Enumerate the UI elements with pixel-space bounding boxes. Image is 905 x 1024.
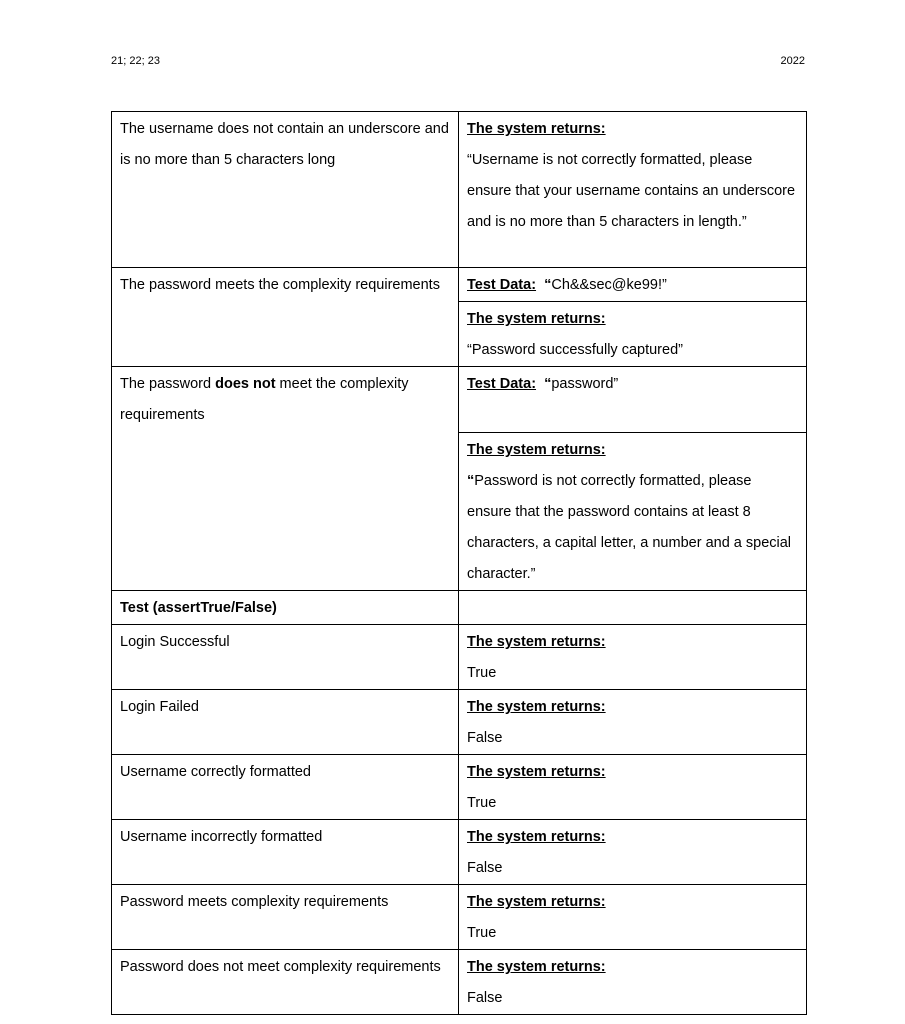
test-name: Password does not meet complexity requirements <box>120 959 441 975</box>
result-cell <box>459 690 807 755</box>
condition-text-post: meet the complexity requirements <box>120 376 409 423</box>
table-row <box>112 690 807 755</box>
section-title-cell <box>112 591 459 625</box>
system-returns-label: The system returns: <box>467 442 606 458</box>
table-row <box>112 950 807 1015</box>
system-returns-label: The system returns: <box>467 764 606 780</box>
result-text: Password is not correctly formatted, please ensure that the password contains at least 8 characters, a capital letter, a number and a special character.” <box>467 473 792 582</box>
test-name: Login Successful <box>120 634 230 650</box>
condition-text: The password meets the complexity requirements <box>120 277 440 293</box>
condition-cell <box>112 268 459 367</box>
test-data-open-quote: “ <box>544 277 552 293</box>
table-row <box>112 367 807 433</box>
system-returns-label: The system returns: <box>467 311 606 327</box>
header-left: 21; 22; 23 <box>111 55 160 67</box>
result-cell <box>459 820 807 885</box>
table-row <box>112 112 807 268</box>
result-value: False <box>467 860 503 876</box>
result-cell <box>459 302 807 367</box>
section-title: Test (assertTrue/False) <box>120 600 277 616</box>
result-cell <box>459 885 807 950</box>
system-returns-label: The system returns: <box>467 699 606 715</box>
result-text: “Username is not correctly formatted, please ensure that your username contains an underscore and is no more than 5 characters in length.” <box>467 152 796 230</box>
section-row <box>112 591 807 625</box>
result-cell <box>459 755 807 820</box>
table-row <box>112 268 807 302</box>
table-row <box>112 755 807 820</box>
condition-text: The username does not contain an underscore and is no more than 5 characters long <box>120 121 449 168</box>
test-name: Username incorrectly formatted <box>120 829 323 845</box>
result-value: True <box>467 665 497 681</box>
result-cell <box>459 433 807 591</box>
test-name: Username correctly formatted <box>120 764 311 780</box>
result-cell <box>459 950 807 1015</box>
test-data-cell <box>459 268 807 302</box>
system-returns-label: The system returns: <box>467 894 606 910</box>
empty-cell <box>459 591 807 625</box>
condition-text-pre: The password <box>120 376 216 392</box>
test-data-cell <box>459 367 807 433</box>
test-case-table <box>111 111 807 1015</box>
table-row <box>112 625 807 690</box>
test-cell <box>112 950 459 1015</box>
test-cell <box>112 690 459 755</box>
test-data-open-quote: “ <box>544 376 552 392</box>
table-row <box>112 820 807 885</box>
condition-text-bold: does not <box>215 376 276 392</box>
result-value: False <box>467 990 503 1006</box>
test-name: Login Failed <box>120 699 199 715</box>
test-data-value: password” <box>551 376 619 392</box>
test-cell <box>112 820 459 885</box>
test-cell <box>112 885 459 950</box>
test-data-value: Ch&&sec@ke99!” <box>551 277 667 293</box>
test-data-label: Test Data: <box>467 277 537 293</box>
result-value: True <box>467 795 497 811</box>
result-text: “Password successfully captured” <box>467 342 683 358</box>
system-returns-label: The system returns: <box>467 959 606 975</box>
system-returns-label: The system returns: <box>467 121 606 137</box>
test-data-label: Test Data: <box>467 376 537 392</box>
test-cell <box>112 625 459 690</box>
table-row <box>112 885 807 950</box>
result-value: True <box>467 925 497 941</box>
result-cell <box>459 625 807 690</box>
condition-cell <box>112 112 459 268</box>
result-cell <box>459 112 807 268</box>
system-returns-label: The system returns: <box>467 829 606 845</box>
condition-cell <box>112 367 459 591</box>
result-open-quote: “ <box>467 473 475 489</box>
header-right: 2022 <box>780 55 805 67</box>
system-returns-label: The system returns: <box>467 634 606 650</box>
result-value: False <box>467 730 503 746</box>
test-name: Password meets complexity requirements <box>120 894 389 910</box>
test-cell <box>112 755 459 820</box>
